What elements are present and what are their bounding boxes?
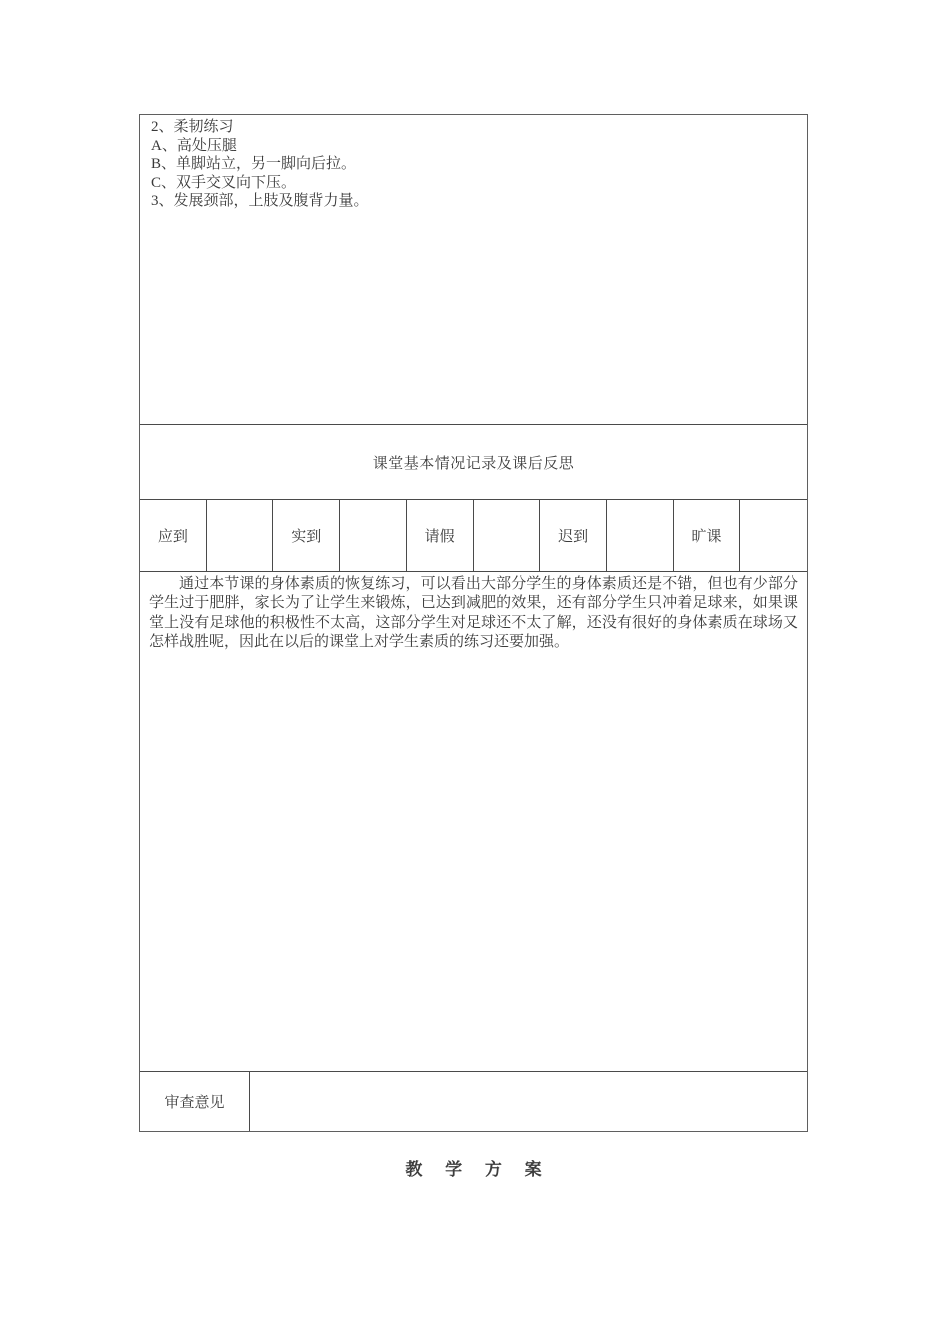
attendance-value-actual[interactable] [340,500,407,571]
attendance-label-expected: 应到 [140,500,207,571]
attendance-label-absent: 旷课 [674,500,741,571]
lesson-record-table [139,114,808,1132]
section-header-cell [140,425,807,500]
footer-title: 教 学 方 案 [405,1160,551,1179]
exercise-line: 3、发展颈部，上肢及腹背力量。 [151,193,369,210]
exercise-line: A、高处压腿 [151,137,237,154]
review-label: 审查意见 [140,1072,250,1131]
attendance-value-expected[interactable] [207,500,274,571]
attendance-value-late[interactable] [607,500,674,571]
attendance-label-late: 迟到 [540,500,607,571]
exercise-line: C、双手交叉向下压。 [151,174,297,191]
reflection-text: 通过本节课的身体素质的恢复练习，可以看出大部分学生的身体素质还是不错，但也有少部分学生过于肥胖，家长为了让学生来锻炼，已达到减肥的效果，还有部分学生只冲着足球来，如果课堂上没有足球他的积极性不太高，这部分学生对足球还不太了解，还没有很好的身体素质在球场又怎样战胜呢，因此在以后的课堂上对学生素质的练习还要加强。 [149,576,798,650]
section-header-title: 课堂基本情况记录及课后反思 [372,455,575,472]
attendance-value-absent[interactable] [740,500,807,571]
attendance-row [140,500,807,572]
exercise-line: 2、柔韧练习 [151,119,234,135]
review-value[interactable] [250,1072,807,1131]
exercise-line: B、单脚站立，另一脚向后拉。 [151,156,357,173]
exercise-list-cell [140,115,807,425]
review-row [140,1072,807,1131]
attendance-label-leave: 请假 [407,500,474,571]
attendance-label-actual: 实到 [273,500,340,571]
reflection-cell [140,572,807,1072]
attendance-value-leave[interactable] [474,500,541,571]
